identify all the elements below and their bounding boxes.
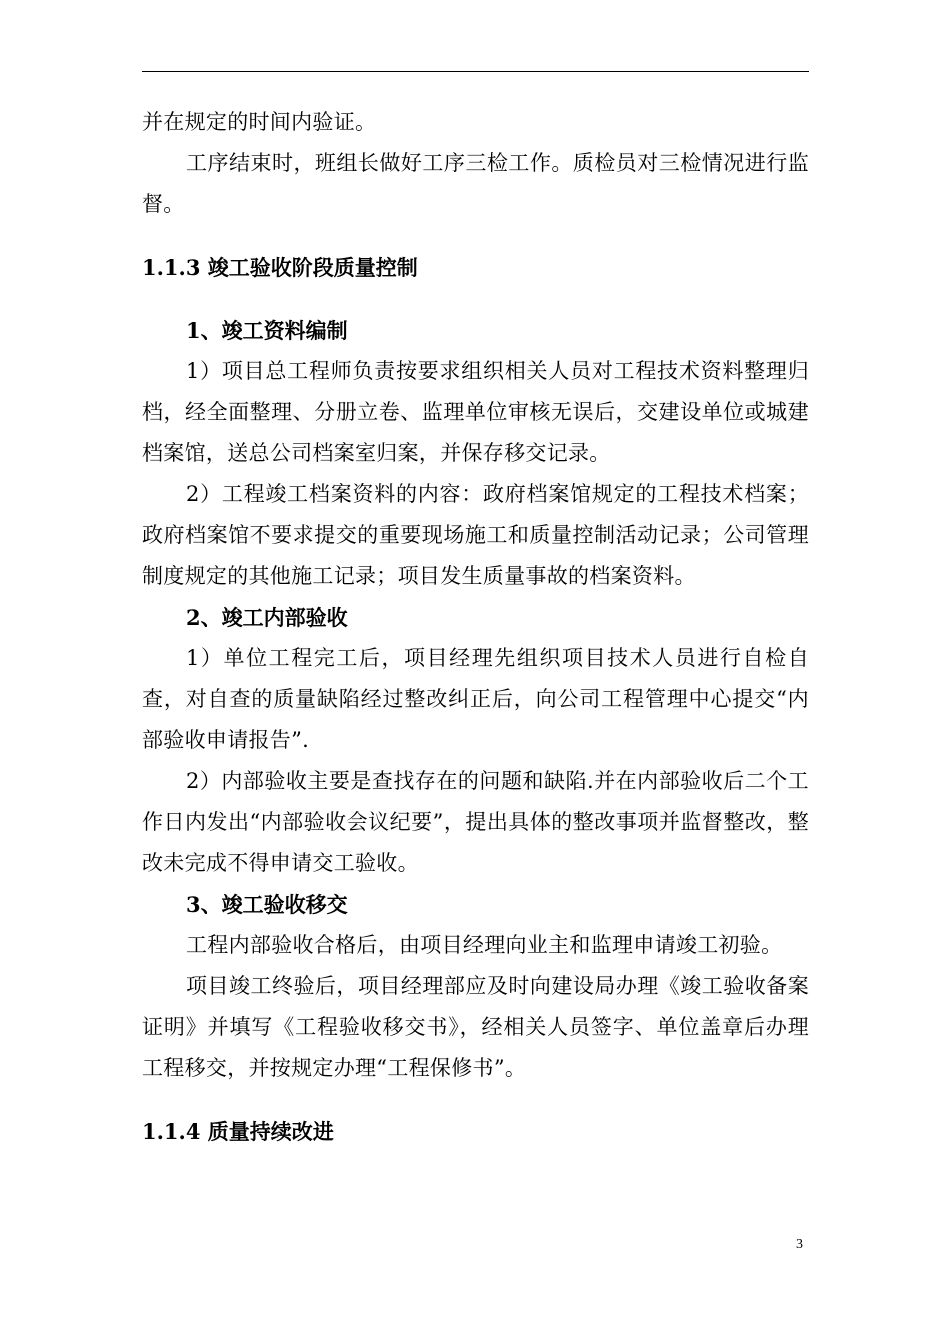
- subsection-heading-handover: 3、竣工验收移交: [186, 892, 348, 917]
- paragraph-internal-item-1: 1）单位工程完工后，项目经理先组织项目技术人员进行自检自查，对自查的质量缺陷经过整改纠正后，向公司工程管理中心提交“内部验收申请报告”.: [142, 646, 809, 752]
- page-number: 3: [796, 1237, 803, 1252]
- page-content: [142, 102, 809, 1152]
- paragraph-handover-1: 工程内部验收合格后，由项目经理向业主和监理申请竣工初验。: [186, 933, 783, 957]
- section-title-1-1-3: 1.1.3 竣工验收阶段质量控制: [142, 255, 418, 280]
- paragraph-docs-item-1: 1）项目总工程师负责按要求组织相关人员对工程技术资料整理归档，经全面整理、分册立卷、监理单位审核无误后，交建设单位或城建档案馆，送总公司档案室归案，并保存移交记录。: [142, 359, 809, 465]
- paragraph-internal-item-2: 2）内部验收主要是查找存在的问题和缺陷.并在内部验收后二个工作日内发出“内部验收会议纪要”，提出具体的整改事项并监督整改，整改未完成不得申请交工验收。: [142, 769, 809, 875]
- paragraph-process-inspection: 工序结束时，班组长做好工序三检工作。质检员对三检情况进行监督。: [142, 151, 809, 216]
- subsection-heading-completion-docs: 1、竣工资料编制: [186, 318, 348, 343]
- paragraph-handover-2: 项目竣工终验后，项目经理部应及时向建设局办理《竣工验收备案证明》并填写《工程验收移交书》，经相关人员签字、单位盖章后办理工程移交，并按规定办理“工程保修书”。: [142, 974, 809, 1080]
- paragraph-continuation: 并在规定的时间内验证。: [142, 110, 377, 134]
- paragraph-docs-item-2: 2）工程竣工档案资料的内容：政府档案馆规定的工程技术档案；政府档案馆不要求提交的重要现场施工和质量控制活动记录；公司管理制度规定的其他施工记录；项目发生质量事故的档案资料。: [142, 482, 809, 588]
- section-title-1-1-4: 1.1.4 质量持续改进: [142, 1119, 334, 1144]
- subsection-heading-internal-acceptance: 2、竣工内部验收: [186, 605, 348, 630]
- header-rule: [142, 71, 809, 72]
